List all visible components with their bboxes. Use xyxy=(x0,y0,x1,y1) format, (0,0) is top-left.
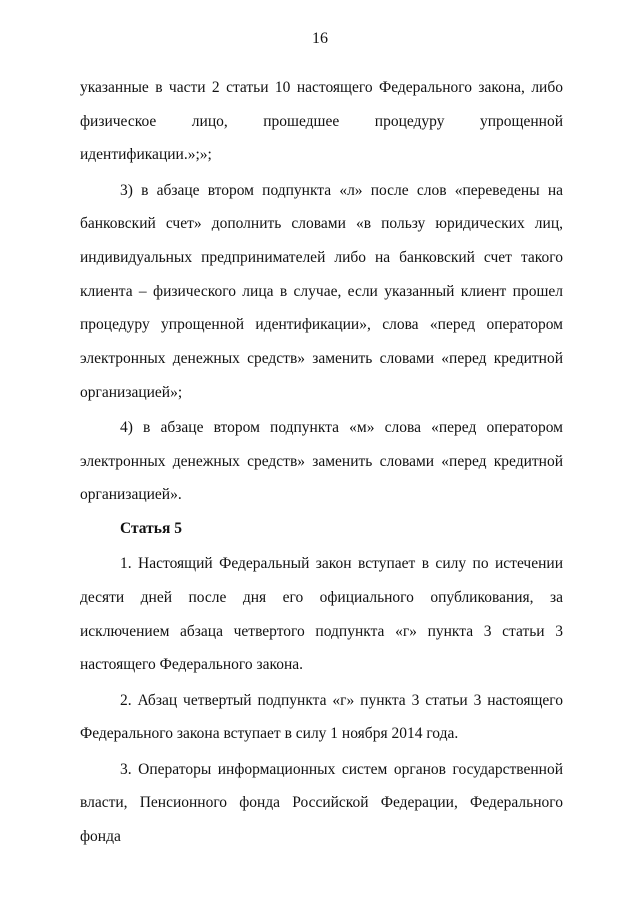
paragraph-item-4: 4) в абзаце втором подпункта «м» слова «перед оператором электронных денежных средств» заменить словами «перед кредитной организацией». xyxy=(80,419,563,504)
paragraph-continuation: указанные в части 2 статьи 10 настоящего Федерального закона, либо физическое лицо, прошедшее процедуру упрощенной идентификации.»;»; xyxy=(80,79,563,164)
paragraph-clause-3: 3. Операторы информационных систем органов государственной власти, Пенсионного фонда Российской Федерации, Федерального фонда xyxy=(80,760,563,845)
paragraph-clause-2: 2. Абзац четвертый подпункта «г» пункта 3 статьи 3 настоящего Федерального закона вступает в силу 1 ноября 2014 года. xyxy=(80,691,563,743)
paragraph-clause-1: 1. Настоящий Федеральный закон вступает в силу по истечении десяти дней после дня его официального опубликования, за исключением абзаца четвертого подпункта «г» пункта 3 статьи 3 настоящего Федерального закона. xyxy=(80,555,563,674)
paragraph-item-3: 3) в абзаце втором подпункта «л» после слов «переведены на банковский счет» дополнить словами «в пользу юридических лиц, индивидуальных предпринимателей либо на банковский счет такого клиента – физического лица в случае, если указанный клиент прошел процедуру упрощенной идентификации», слова «перед оператором электронных денежных средств» заменить словами «перед кредитной организацией»; xyxy=(80,181,563,401)
article-heading: Статья 5 xyxy=(120,520,182,538)
document-body xyxy=(80,71,563,854)
page-number: 16 xyxy=(312,30,328,47)
